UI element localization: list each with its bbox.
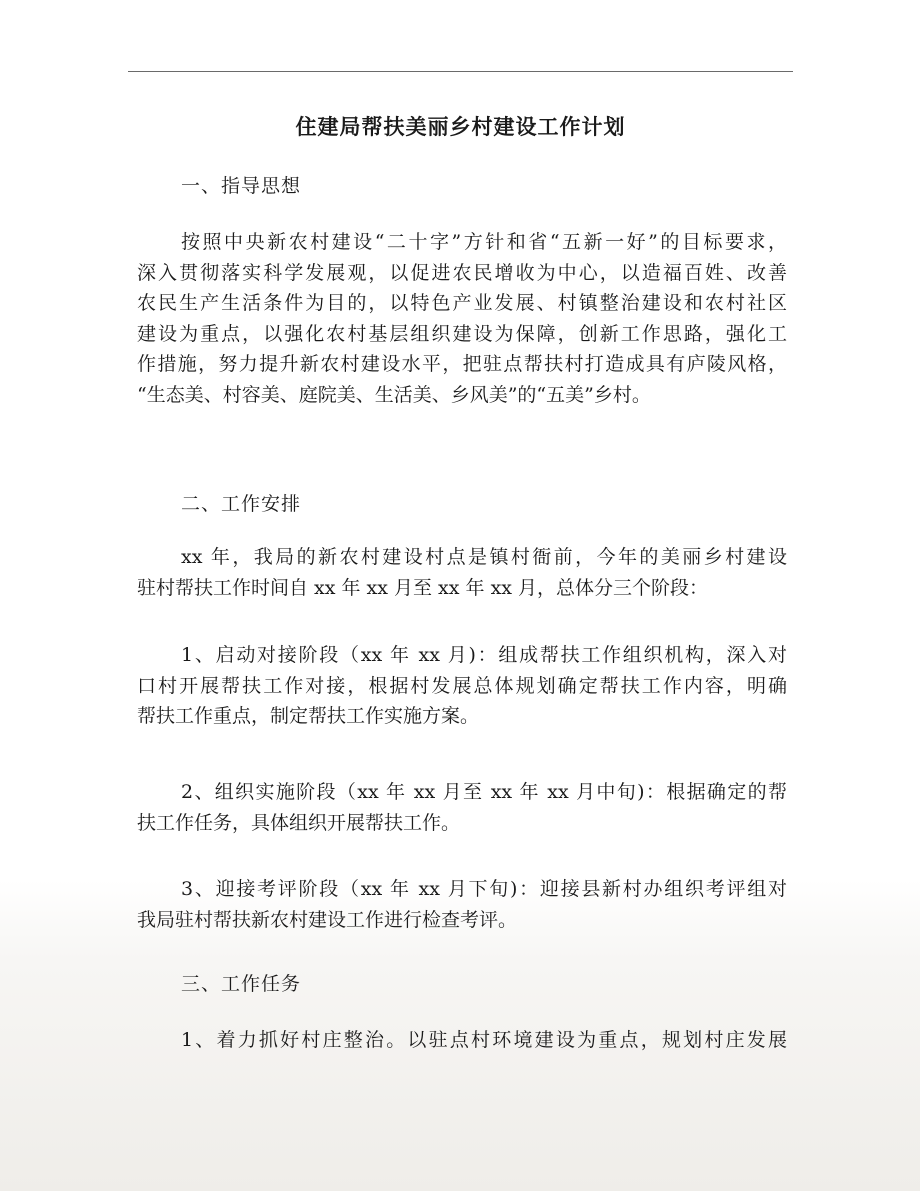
paragraph-line: 深入贯彻落实科学发展观，以促进农民增收为中心，以造福百姓、改善 <box>137 261 787 284</box>
section-heading-guiding-ideology: 一、指导思想 <box>181 175 302 197</box>
paragraph <box>137 874 787 935</box>
section-heading-work-arrangement: 二、工作安排 <box>181 493 302 515</box>
paragraph-line: 扶工作任务，具体组织开展帮扶工作。 <box>137 811 461 834</box>
paragraph-line: 按照中央新农村建设“二十字”方针和省“五新一好”的目标要求， <box>181 231 787 253</box>
header-rule <box>128 71 793 72</box>
paragraph <box>137 1025 787 1056</box>
document-title: 住建局帮扶美丽乡村建设工作计划 <box>295 114 626 139</box>
paragraph-line: 我局驻村帮扶新农村建设工作进行检查考评。 <box>137 908 518 931</box>
paragraph-line: 驻村帮扶工作时间自 xx 年 xx 月至 xx 年 xx 月，总体分三个阶段： <box>137 576 709 599</box>
paragraph-line: 建设为重点，以强化农村基层组织建设为保障，创新工作思路，强化工 <box>137 322 787 345</box>
paragraph-line: 农民生产生活条件为目的，以特色产业发展、村镇整治建设和农村社区 <box>137 292 787 314</box>
paragraph-line: 3、迎接考评阶段（xx 年 xx 月下旬)：迎接县新村办组织考评组对 <box>181 878 787 900</box>
paragraph <box>137 640 787 732</box>
paragraph-line: 作措施，努力提升新农村建设水平，把驻点帮扶村打造成具有庐陵风格， <box>137 353 787 375</box>
paragraph-line: 1、着力抓好村庄整治。以驻点村环境建设为重点，规划村庄发展 <box>181 1029 787 1051</box>
paragraph <box>137 542 787 603</box>
paragraph-line: 口村开展帮扶工作对接，根据村发展总体规划确定帮扶工作内容，明确 <box>137 674 787 697</box>
paragraph <box>137 777 787 838</box>
paragraph-line: 1、启动对接阶段（xx 年 xx 月)：组成帮扶工作组织机构，深入对 <box>181 644 787 666</box>
paragraph-line: 2、组织实施阶段（xx 年 xx 月至 xx 年 xx 月中旬)：根据确定的帮 <box>181 781 787 803</box>
paragraph <box>137 227 787 410</box>
paragraph-line: xx 年，我局的新农村建设村点是镇村衙前，今年的美丽乡村建设 <box>181 546 787 568</box>
paragraph-line: 帮扶工作重点，制定帮扶工作实施方案。 <box>137 705 480 727</box>
section-heading-work-tasks: 三、工作任务 <box>181 973 302 995</box>
paragraph-line: “生态美、村容美、庭院美、生活美、乡风美”的“五美”乡村。 <box>137 383 651 406</box>
